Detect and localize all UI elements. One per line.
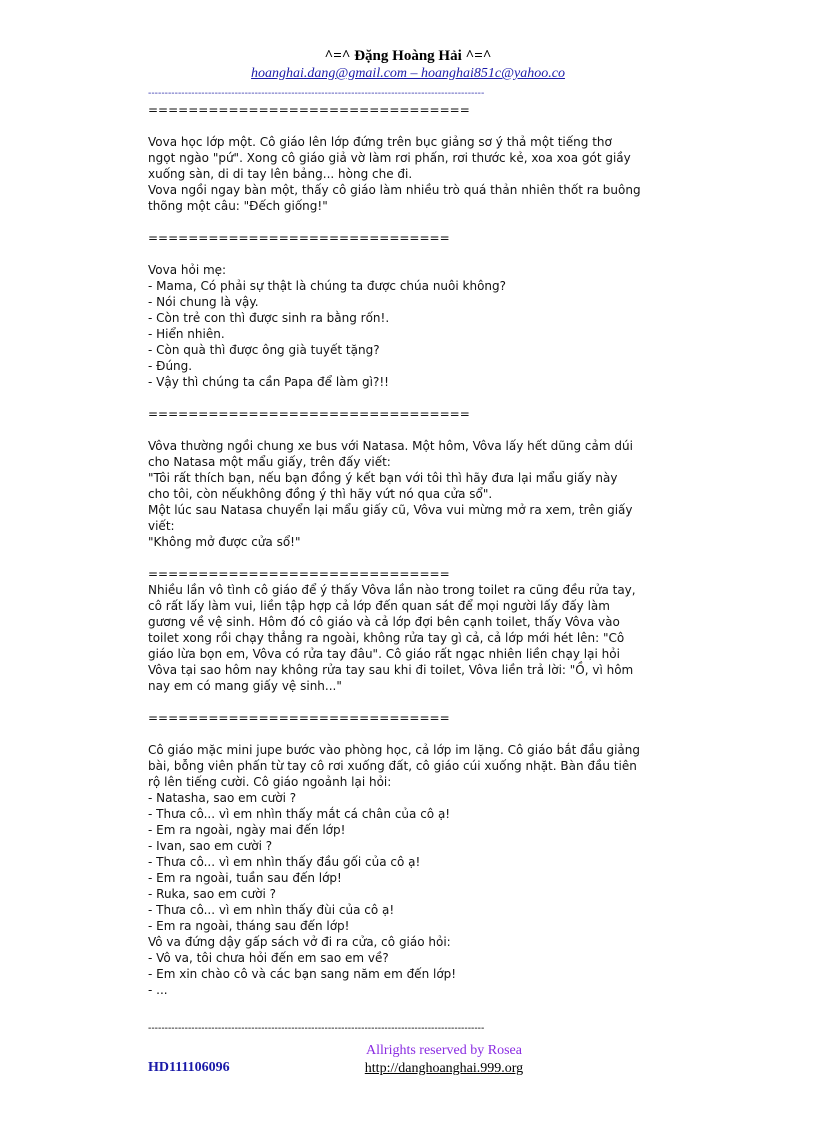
- document-id: HD111106096: [148, 1060, 230, 1075]
- text-line: - Natasha, sao em cười ?: [148, 791, 297, 805]
- text-line: Vova học lớp một. Cô giáo lên lớp đứng trên bục giảng sơ ý thả một tiếng thơ: [148, 135, 612, 149]
- text-line: - Mama, Có phải sự thật là chúng ta được chúa nuôi không?: [148, 279, 507, 293]
- text-line: Nhiều lần vô tình cô giáo để ý thấy Vôva lần nào trong toilet ra cũng đều rửa tay,: [148, 583, 636, 597]
- section-separator: ==============================: [148, 231, 450, 245]
- blank-line: [148, 118, 676, 134]
- section-separator: ================================: [148, 407, 470, 421]
- text-line: cô rất lấy làm vui, liền tập hợp cả lớp đến quan sát để mọi người lấy đấy làm: [148, 599, 610, 613]
- footer-credits: [340, 1042, 548, 1078]
- text-line: giáo lừa bọn em, Vôva có rửa tay đâu". Cô giáo rất ngạc nhiên liền chạy lại hỏi: [148, 647, 620, 661]
- text-line: - Thưa cô... vì em nhìn thấy mắt cá chân của cô ạ!: [148, 807, 451, 821]
- text-line: gương về vệ sinh. Hôm đó cô giáo và cả lớp đợi bên cạnh toilet, thấy Vôva vào: [148, 615, 620, 629]
- document-body: [148, 102, 676, 998]
- text-line: - Em ra ngoài, tháng sau đến lớp!: [148, 919, 350, 933]
- text-line: - ...: [148, 983, 168, 997]
- blank-line: [148, 214, 676, 230]
- text-line: rộ lên tiếng cười. Cô giáo ngoảnh lại hỏi:: [148, 775, 392, 789]
- text-line: - Còn quà thì được ông già tuyết tặng?: [148, 343, 380, 357]
- text-line: - Vô va, tôi chưa hỏi đến em sao em về?: [148, 951, 389, 965]
- blank-line: [148, 246, 676, 262]
- text-line: Vôva thường ngồi chung xe bus với Natasa. Một hôm, Vôva lấy hết dũng cảm dúi: [148, 439, 633, 453]
- text-line: ngọt ngào "pứ". Xong cô giáo giả vờ làm rơi phấn, rơi thước kẻ, xoa xoa gót giầy: [148, 151, 631, 165]
- blank-line: [148, 694, 676, 710]
- header-divider: -----------------------------------------------------------------------------------------------------: [148, 88, 485, 99]
- text-line: - Thưa cô... vì em nhìn thấy đùi của cô ạ!: [148, 903, 395, 917]
- text-line: viết:: [148, 519, 175, 533]
- text-line: - Ruka, sao em cười ?: [148, 887, 276, 901]
- text-line: - Nói chung là vậy.: [148, 295, 259, 309]
- section-separator: ================================: [148, 103, 470, 117]
- text-line: cho tôi, còn nếukhông đồng ý thì hãy vứt nó qua cửa sổ".: [148, 487, 493, 501]
- text-line: - Thưa cô... vì em nhìn thấy đầu gối của cô ạ!: [148, 855, 421, 869]
- text-line: Vô va đứng dậy gấp sách vở đi ra cửa, cô giáo hỏi:: [148, 935, 451, 949]
- text-line: bài, bỗng viên phấn từ tay cô rơi xuống đất, cô giáo cúi xuống nhặt. Bàn đầu tiên: [148, 759, 637, 773]
- website-link[interactable]: http://danghoanghai.999.org: [364, 1061, 524, 1076]
- author-emails-link[interactable]: hoanghai.dang@gmail.com – hoanghai851c@yahoo.co: [251, 66, 565, 81]
- text-line: xuống sàn, di di tay lên bảng... hòng che đi.: [148, 167, 413, 181]
- text-line: Một lúc sau Natasa chuyển lại mẩu giấy cũ, Vôva vui mừng mở ra xem, trên giấy: [148, 503, 633, 517]
- text-line: cho Natasa một mẩu giấy, trên đấy viết:: [148, 455, 391, 469]
- text-line: "Tôi rất thích bạn, nếu bạn đồng ý kết bạn với tôi thì hãy đưa lại mẩu giấy này: [148, 471, 618, 485]
- text-line: - Còn trẻ con thì được sinh ra bằng rốn!.: [148, 311, 390, 325]
- blank-line: [148, 390, 676, 406]
- blank-line: [148, 422, 676, 438]
- rights-text: Allrights reserved by Rosea: [366, 1043, 522, 1058]
- text-line: toilet xong rồi chạy thẳng ra ngoài, không rửa tay gì cả, cả lớp mới hét lên: "Cô: [148, 631, 625, 645]
- text-line: Vova ngồi ngay bàn một, thấy cô giáo làm nhiều trò quá thản nhiên thốt ra buông: [148, 183, 641, 197]
- text-line: "Không mở được cửa sổ!": [148, 535, 301, 549]
- text-line: nay em có mang giấy vệ sinh...": [148, 679, 342, 693]
- text-line: - Ivan, sao em cười ?: [148, 839, 273, 853]
- text-line: thõng một câu: "Đếch giống!": [148, 199, 328, 213]
- text-line: - Vậy thì chúng ta cần Papa để làm gì?!!: [148, 375, 389, 389]
- section-separator: ==============================: [148, 711, 450, 725]
- text-line: - Em ra ngoài, tuần sau đến lớp!: [148, 871, 342, 885]
- page-header: [148, 47, 668, 83]
- author-title: ^=^ Đặng Hoàng Hải ^=^: [324, 48, 492, 64]
- text-line: Cô giáo mặc mini jupe bước vào phòng học, cả lớp im lặng. Cô giáo bắt đầu giảng: [148, 743, 640, 757]
- text-line: - Em ra ngoài, ngày mai đến lớp!: [148, 823, 346, 837]
- footer-divider: -----------------------------------------------------------------------------------------------------: [148, 1023, 485, 1034]
- blank-line: [148, 550, 676, 566]
- text-line: Vôva tại sao hôm nay không rửa tay sau khi đi toilet, Vôva liền trả lời: "Ồ, vì hôm: [148, 663, 634, 677]
- text-line: - Đúng.: [148, 359, 193, 373]
- text-line: - Em xin chào cô và các bạn sang năm em đến lớp!: [148, 967, 457, 981]
- text-line: - Hiển nhiên.: [148, 327, 225, 341]
- section-separator: ==============================: [148, 567, 450, 581]
- blank-line: [148, 726, 676, 742]
- text-line: Vova hỏi mẹ:: [148, 263, 227, 277]
